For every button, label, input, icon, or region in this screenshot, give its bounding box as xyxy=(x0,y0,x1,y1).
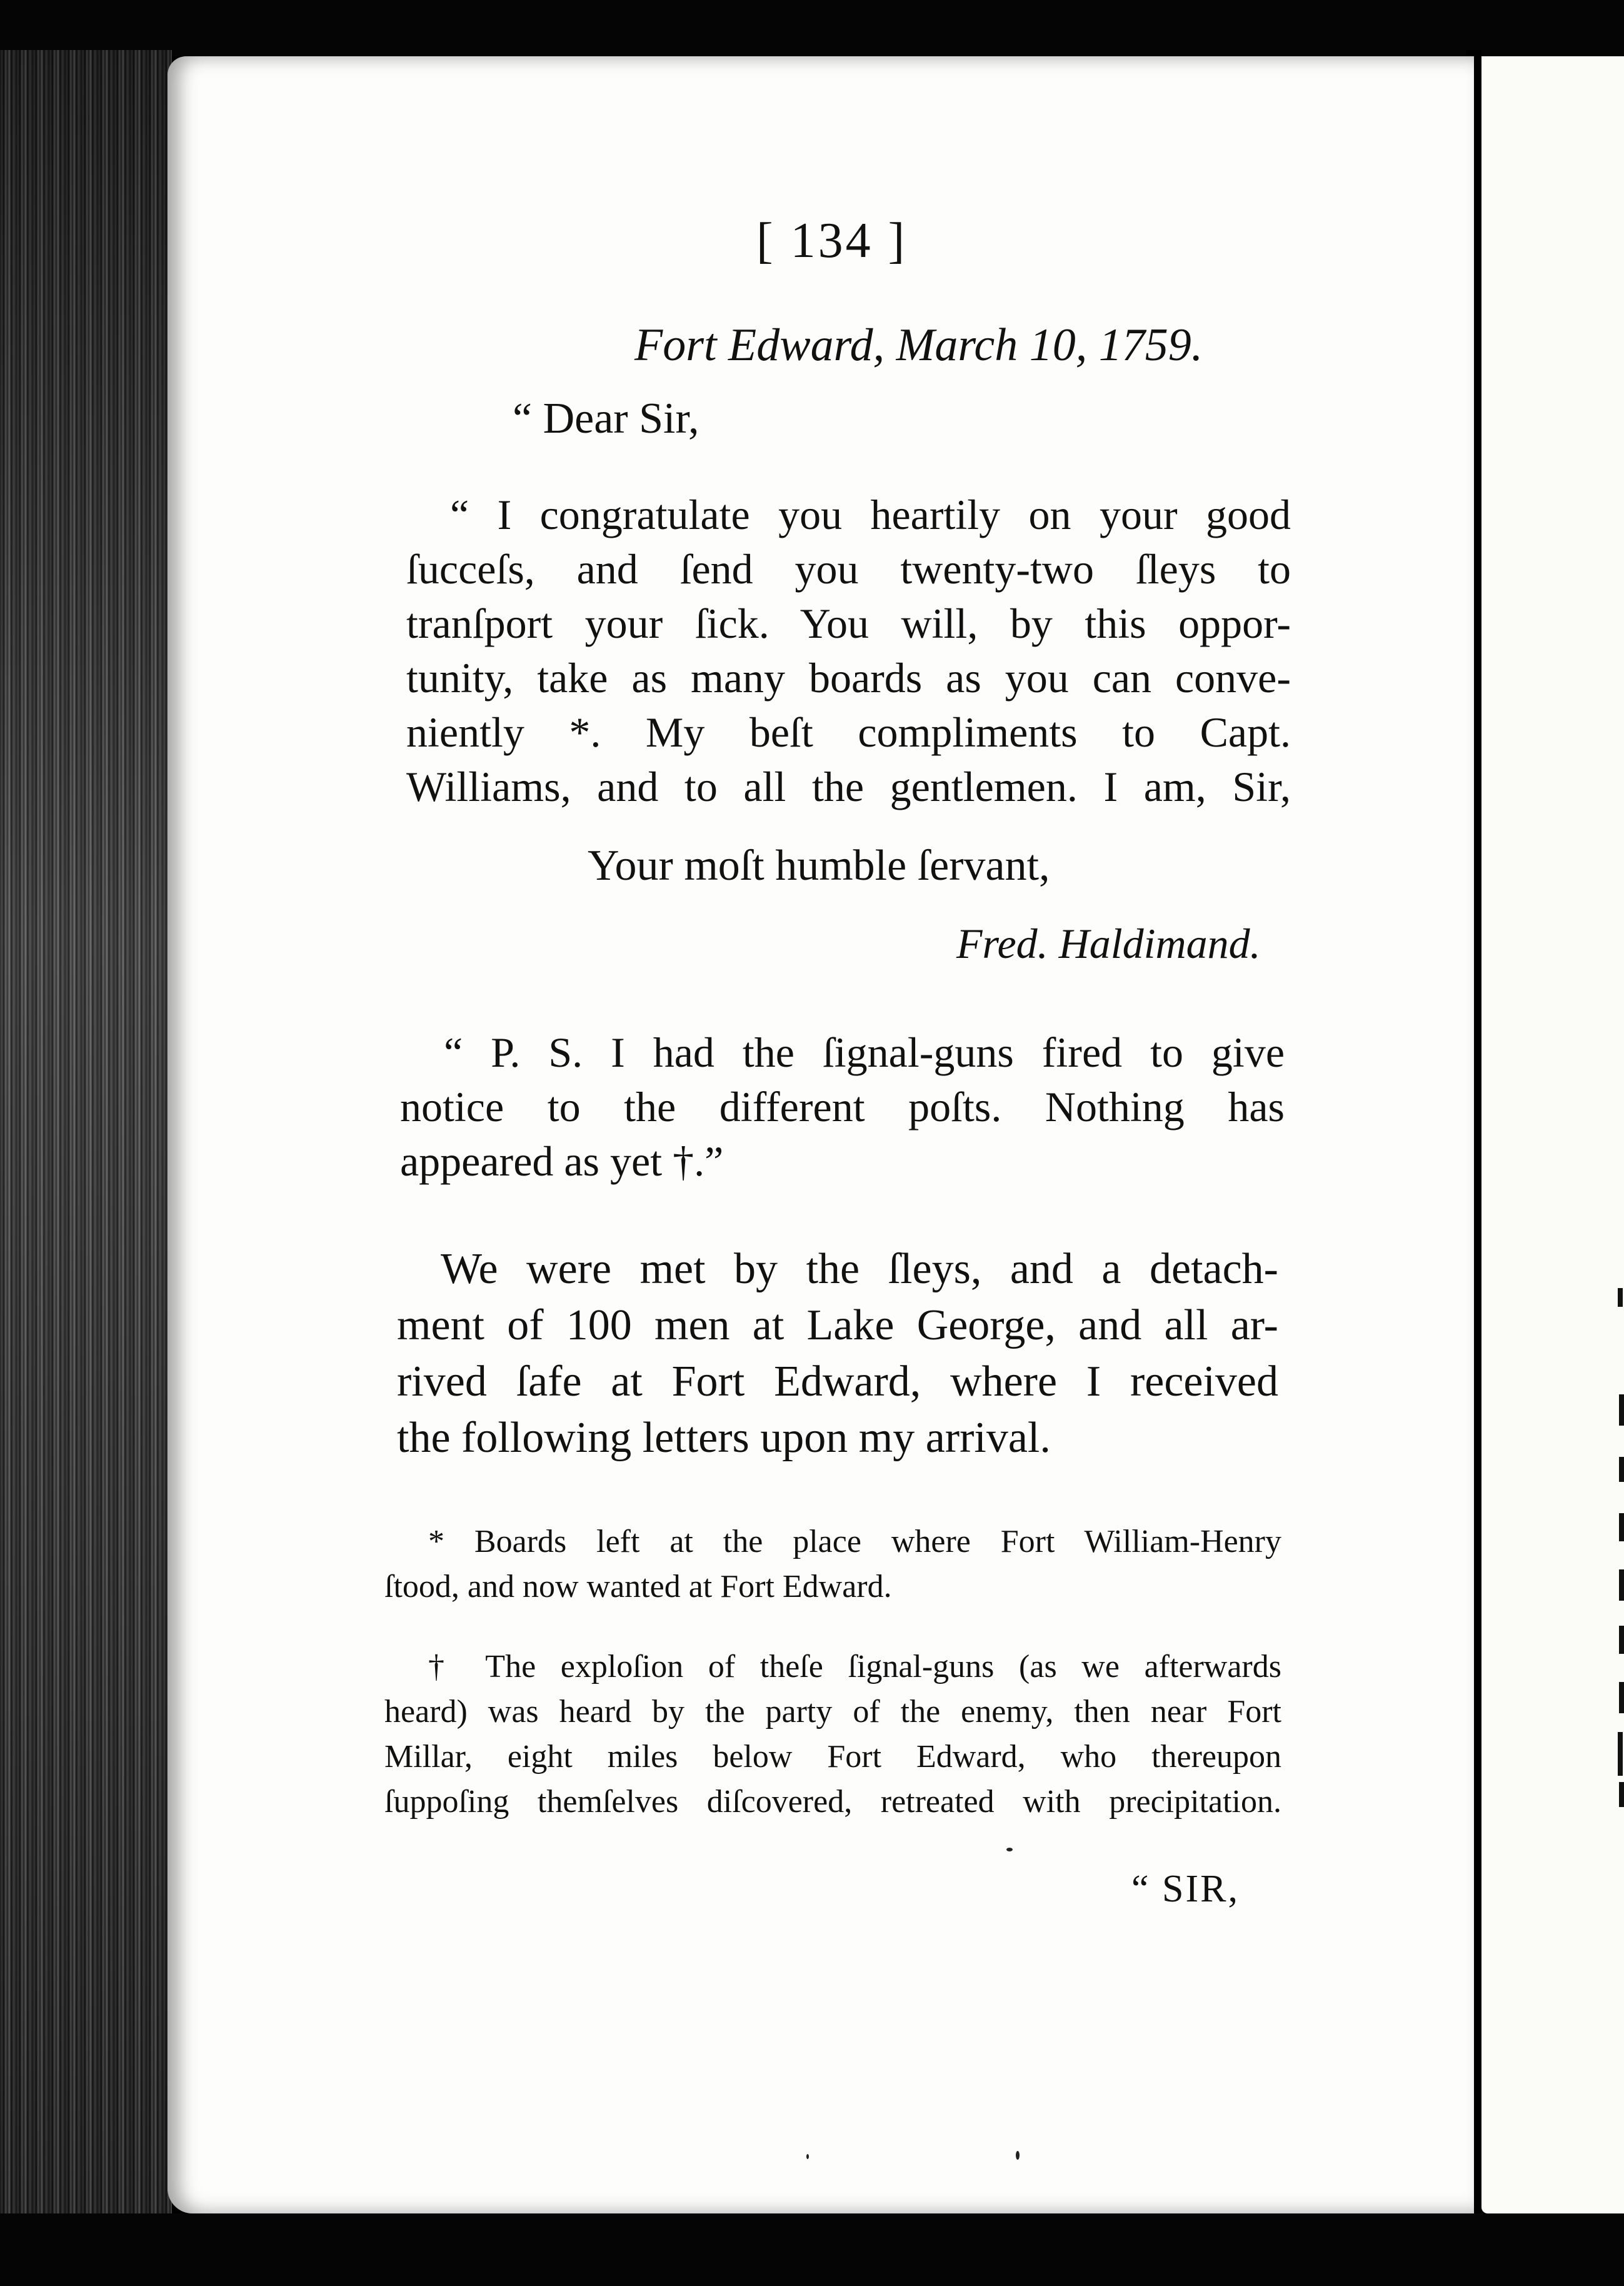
letter-salutation: “ Dear Sir, xyxy=(513,395,699,443)
text-line: ſucceſs, and ſend you twenty-two ſleys to xyxy=(406,545,1291,593)
narrative-paragraph xyxy=(397,1241,1278,1466)
text-line: Williams, and to all the gentlemen. I am, Sir, xyxy=(406,763,1291,810)
letter-signature: Fred. Haldimand. xyxy=(956,920,1261,967)
facing-page-edge xyxy=(1481,56,1624,2213)
letter-postscript xyxy=(400,1025,1285,1189)
text-line: the following letters upon my arrival. xyxy=(397,1414,1051,1462)
letter-closing: Your moſt humble ſervant, xyxy=(588,842,1050,890)
text-line: † The exploſion of theſe ſignal-guns (as we afterwards xyxy=(428,1649,1281,1684)
ink-speck xyxy=(1016,2151,1020,2160)
ink-speck xyxy=(806,2154,809,2159)
text-line: “ P. S. I had the ſignal-guns fired to give xyxy=(444,1029,1285,1076)
text-line: heard) was heard by the party of the enemy, then near Fort xyxy=(384,1694,1281,1730)
text-line: appeared as yet †.” xyxy=(400,1137,724,1185)
scan-border-bottom xyxy=(0,2213,1624,2286)
text-line: niently *. My beſt compliments to Capt. xyxy=(406,708,1291,756)
text-line: ſtood, and now wanted at Fort Edward. xyxy=(384,1569,892,1604)
text-line: “ I congratulate you heartily on your good xyxy=(450,491,1291,538)
footnote-asterisk xyxy=(384,1519,1281,1609)
text-line: tunity, take as many boards as you can conve- xyxy=(406,654,1291,702)
text-line: ſuppoſing themſelves diſcovered, retreated with precipitation. xyxy=(384,1784,1281,1820)
letter-body xyxy=(406,488,1291,814)
letter-dateline: Fort Edward, March 10, 1759. xyxy=(634,320,1203,371)
text-line: ment of 100 men at Lake George, and all ar- xyxy=(397,1301,1278,1349)
book-edge-shadow xyxy=(0,50,172,2257)
text-line: rived ſafe at Fort Edward, where I received xyxy=(397,1357,1278,1406)
text-line: notice to the different poſts. Nothing has xyxy=(400,1083,1285,1130)
page-number: [ 134 ] xyxy=(756,213,908,268)
text-line: We were met by the ſleys, and a detach- xyxy=(441,1245,1278,1293)
text-line: tranſport your ſick. You will, by this oppor- xyxy=(406,600,1291,647)
scan-border-top xyxy=(0,0,1624,56)
text-line: * Boards left at the place where Fort William-Henry xyxy=(428,1524,1281,1559)
footnote-dagger xyxy=(384,1644,1281,1825)
ink-speck xyxy=(1006,1848,1013,1851)
text-line: Millar, eight miles below Fort Edward, who thereupon xyxy=(384,1739,1281,1775)
catchword: “ SIR, xyxy=(1131,1868,1240,1910)
